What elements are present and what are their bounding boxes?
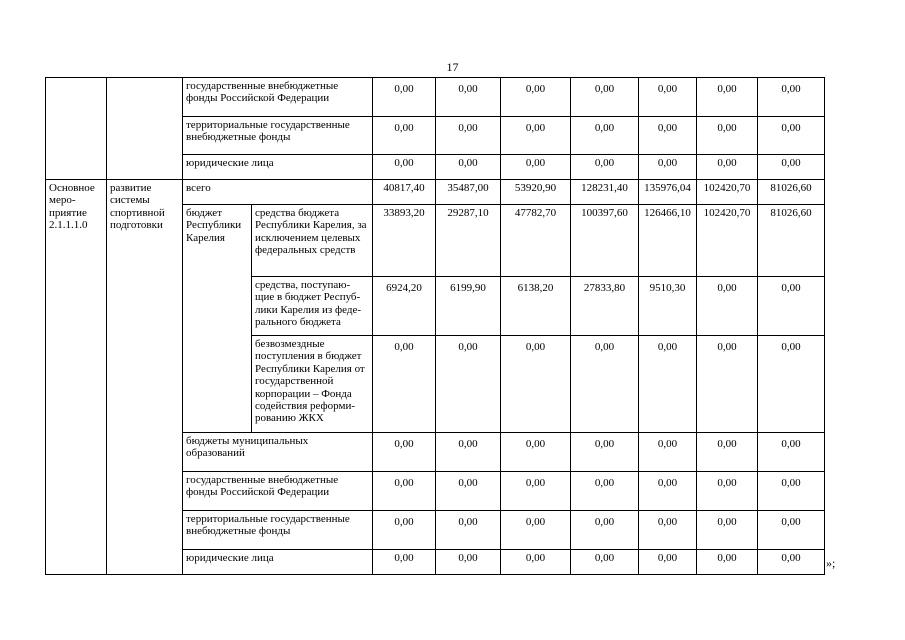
value-cell: 0,00 [501, 472, 571, 511]
value-cell: 0,00 [501, 550, 571, 575]
value-cell: 135976,04 [639, 180, 697, 205]
value-cell: 9510,30 [639, 277, 697, 336]
financing-table [45, 77, 825, 575]
value-cell: 0,00 [639, 472, 697, 511]
value-cell: 0,00 [758, 511, 825, 550]
value-cell: 0,00 [436, 511, 501, 550]
page-number: 17 [446, 60, 459, 74]
value-cell: 6138,20 [501, 277, 571, 336]
value-cell: 0,00 [373, 550, 436, 575]
value-cell: 0,00 [436, 433, 501, 472]
value-cell: 0,00 [373, 336, 436, 433]
value-cell: 0,00 [571, 472, 639, 511]
value-cell: 0,00 [571, 550, 639, 575]
value-cell: 0,00 [501, 433, 571, 472]
value-cell: 53920,90 [501, 180, 571, 205]
value-cell: 0,00 [697, 117, 758, 155]
value-cell: 0,00 [571, 117, 639, 155]
value-cell: 0,00 [436, 155, 501, 180]
value-cell: 0,00 [571, 511, 639, 550]
value-cell: 0,00 [758, 433, 825, 472]
value-cell: 0,00 [758, 472, 825, 511]
value-cell: 0,00 [758, 78, 825, 117]
value-cell: 29287,10 [436, 205, 501, 277]
value-cell: 27833,80 [571, 277, 639, 336]
value-cell: 128231,40 [571, 180, 639, 205]
value-cell: 0,00 [639, 336, 697, 433]
table-row [46, 180, 825, 205]
value-cell: 0,00 [639, 433, 697, 472]
value-cell: 0,00 [571, 155, 639, 180]
value-cell: 33893,20 [373, 205, 436, 277]
value-cell: 0,00 [436, 78, 501, 117]
value-cell: 0,00 [697, 155, 758, 180]
value-cell: 0,00 [436, 336, 501, 433]
source-label: территориальные государственные внебюджетные фонды [183, 511, 373, 550]
value-cell: 0,00 [436, 117, 501, 155]
value-cell: 0,00 [697, 472, 758, 511]
value-cell: 0,00 [373, 433, 436, 472]
value-cell: 0,00 [697, 277, 758, 336]
budget-label: бюджет Республики Карелия [183, 205, 252, 433]
value-cell: 0,00 [436, 550, 501, 575]
value-cell: 0,00 [758, 155, 825, 180]
value-cell: 0,00 [373, 78, 436, 117]
activity-goal: развитие системы спортивной подготовки [107, 180, 183, 575]
value-cell: 0,00 [501, 155, 571, 180]
value-cell: 0,00 [571, 433, 639, 472]
value-cell: 102420,70 [697, 180, 758, 205]
value-cell: 0,00 [373, 117, 436, 155]
value-cell: 0,00 [758, 336, 825, 433]
value-cell: 0,00 [571, 78, 639, 117]
activity-name: Основное меро-приятие 2.1.1.1.0 [46, 180, 107, 575]
source-label: безвозмездные поступления в бюджет Республики Карелия от государственной корпорации – Фонда содействия реформи-рованию ЖКХ [252, 336, 373, 433]
activity-goal-cell [107, 78, 183, 180]
source-label: юридические лица [183, 550, 373, 575]
value-cell: 0,00 [571, 336, 639, 433]
value-cell: 81026,60 [758, 205, 825, 277]
source-label: средства, поступаю-щие в бюджет Респуб-лики Карелия из феде-рального бюджета [252, 277, 373, 336]
value-cell: 0,00 [501, 78, 571, 117]
value-cell: 6199,90 [436, 277, 501, 336]
value-cell: 0,00 [758, 117, 825, 155]
value-cell: 0,00 [639, 511, 697, 550]
closing-mark: »; [826, 556, 836, 570]
value-cell: 0,00 [697, 433, 758, 472]
source-label: бюджеты муниципальных образований [183, 433, 373, 472]
value-cell: 0,00 [373, 155, 436, 180]
value-cell: 0,00 [758, 550, 825, 575]
value-cell: 0,00 [639, 550, 697, 575]
value-cell: 0,00 [639, 155, 697, 180]
value-cell: 0,00 [697, 336, 758, 433]
value-cell: 0,00 [373, 511, 436, 550]
source-label: территориальные государственные внебюджетные фонды [183, 117, 373, 155]
table-row [46, 78, 825, 117]
source-label: юридические лица [183, 155, 373, 180]
value-cell: 0,00 [758, 277, 825, 336]
value-cell: 0,00 [697, 78, 758, 117]
value-cell: 6924,20 [373, 277, 436, 336]
value-cell: 0,00 [639, 117, 697, 155]
value-cell: 0,00 [436, 472, 501, 511]
value-cell: 0,00 [373, 472, 436, 511]
value-cell: 0,00 [501, 117, 571, 155]
value-cell: 0,00 [639, 78, 697, 117]
value-cell: 47782,70 [501, 205, 571, 277]
source-label: государственные внебюджетные фонды Российской Федерации [183, 472, 373, 511]
value-cell: 126466,10 [639, 205, 697, 277]
value-cell: 0,00 [501, 511, 571, 550]
value-cell: 81026,60 [758, 180, 825, 205]
source-label: всего [183, 180, 373, 205]
value-cell: 40817,40 [373, 180, 436, 205]
value-cell: 35487,00 [436, 180, 501, 205]
value-cell: 0,00 [697, 511, 758, 550]
source-label: государственные внебюджетные фонды Российской Федерации [183, 78, 373, 117]
value-cell: 0,00 [697, 550, 758, 575]
source-label: средства бюджета Республики Карелия, за исключением целевых федеральных средств [252, 205, 373, 277]
activity-name-cell [46, 78, 107, 180]
value-cell: 100397,60 [571, 205, 639, 277]
value-cell: 0,00 [501, 336, 571, 433]
value-cell: 102420,70 [697, 205, 758, 277]
